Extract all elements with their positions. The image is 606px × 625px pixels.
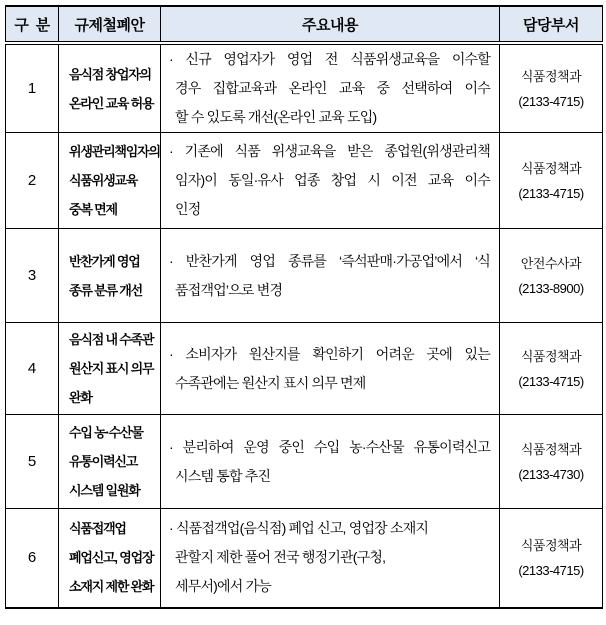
- content-line: 세무서)에서 가능: [175, 578, 272, 595]
- department-cell: [500, 509, 603, 608]
- regulation-table: [5, 5, 603, 609]
- content-cell: [161, 415, 500, 509]
- content-cell: [161, 509, 500, 608]
- content-cell: [161, 323, 500, 415]
- proposal-line: 유통이력신고: [69, 454, 138, 469]
- content-line: · 소비자가 원산지를 확인하기 어려운 곳에 있는: [169, 345, 490, 362]
- proposal-cell: [59, 229, 161, 323]
- proposal-line: 위생관리책임자의: [69, 144, 160, 159]
- proposal-cell: [59, 323, 161, 415]
- table-body: [6, 43, 603, 608]
- row-number: 1: [6, 43, 59, 133]
- dept-line: 식품정책과: [520, 68, 582, 84]
- proposal-line: 식품위생교육: [69, 173, 138, 188]
- header-main-content: 주요내용: [161, 6, 500, 43]
- content-line: · 기존에 식품 위생교육을 받은 종업원(위생관리책: [169, 143, 490, 159]
- content-line: 임자)이 동일·유사 업종 창업 시 이전 교육 이수: [175, 172, 490, 188]
- department-cell: [500, 133, 603, 229]
- proposal-line: 소재지 제한 완화: [69, 579, 154, 595]
- content-line: 관할지 제한 풀어 전국 행정기관(구청,: [175, 549, 386, 566]
- content-line: · 분리하여 운영 중인 수입 농·수산물 유통이력신고: [169, 438, 490, 455]
- dept-line: 식품정책과: [520, 537, 582, 553]
- table-row: [6, 415, 603, 509]
- header-category: 구 분: [6, 6, 59, 43]
- header-proposal: 규제철폐안: [59, 6, 161, 43]
- proposal-line: 수입 농·수산물: [69, 425, 143, 440]
- content-line: 수족관에는 원산지 표시 의무 면제: [175, 374, 366, 391]
- dept-line: (2133-4715): [518, 373, 584, 389]
- dept-line: (2133-4715): [518, 562, 584, 578]
- content-line: 경우 집합교육과 온라인 교육 중 선택하여 이수: [175, 80, 490, 96]
- proposal-cell: [59, 509, 161, 608]
- proposal-line: 온라인 교육 허용: [69, 95, 154, 111]
- content-cell: [161, 133, 500, 229]
- dept-line: (2133-4730): [518, 466, 584, 482]
- proposal-line: 음식점 창업자의: [69, 66, 151, 82]
- content-line: 할 수 있도록 개선(온라인 교육 도입): [175, 109, 377, 125]
- content-line: 시스템 통합 추진: [175, 467, 271, 484]
- proposal-cell: [59, 415, 161, 509]
- department-cell: [500, 415, 603, 509]
- department-cell: [500, 229, 603, 323]
- row-number: 2: [6, 133, 59, 229]
- row-number: 6: [6, 509, 59, 608]
- table-row: [6, 323, 603, 415]
- header-row: [6, 6, 603, 43]
- proposal-line: 종류 분류 개선: [69, 282, 142, 298]
- proposal-cell: [59, 43, 161, 133]
- proposal-line: 원산지 표시 의무: [69, 361, 154, 376]
- department-cell: [500, 43, 603, 133]
- proposal-line: 중복 면제: [69, 202, 117, 217]
- content-cell: [161, 229, 500, 323]
- proposal-line: 식품접객업: [69, 521, 126, 537]
- dept-line: (2133-8900): [518, 280, 584, 296]
- table-row: [6, 229, 603, 323]
- row-number: 3: [6, 229, 59, 323]
- proposal-cell: [59, 133, 161, 229]
- content-cell: [161, 43, 500, 133]
- proposal-line: 반찬가게 영업: [69, 253, 140, 269]
- proposal-line: 폐업신고, 영업장: [69, 550, 154, 566]
- dept-line: 식품정책과: [520, 160, 582, 176]
- content-line: · 식품접객업(음식점) 폐업 신고, 영업장 소재지: [169, 520, 429, 537]
- dept-line: 안전수사과: [520, 255, 582, 271]
- proposal-line: 음식점 내 수족관: [69, 332, 154, 347]
- department-cell: [500, 323, 603, 415]
- dept-line: 식품정책과: [520, 441, 582, 457]
- dept-line: 식품정책과: [520, 348, 582, 364]
- content-line: · 반찬가게 영업 종류를 ‘즉석판매·가공업’에서 ‘식: [169, 252, 490, 269]
- dept-line: (2133-4715): [518, 93, 584, 109]
- header-department: 담당부서: [500, 6, 603, 43]
- row-number: 5: [6, 415, 59, 509]
- content-line: 품접객업’으로 변경: [175, 281, 283, 298]
- proposal-line: 시스템 일원화: [69, 483, 140, 498]
- row-number: 4: [6, 323, 59, 415]
- table-row: [6, 509, 603, 608]
- table-row: [6, 133, 603, 229]
- table-row: [6, 43, 603, 133]
- proposal-line: 완화: [69, 390, 92, 405]
- dept-line: (2133-4715): [518, 185, 584, 201]
- content-line: · 신규 영업자가 영업 전 식품위생교육을 이수할: [169, 51, 490, 67]
- content-line: 인정: [175, 201, 201, 217]
